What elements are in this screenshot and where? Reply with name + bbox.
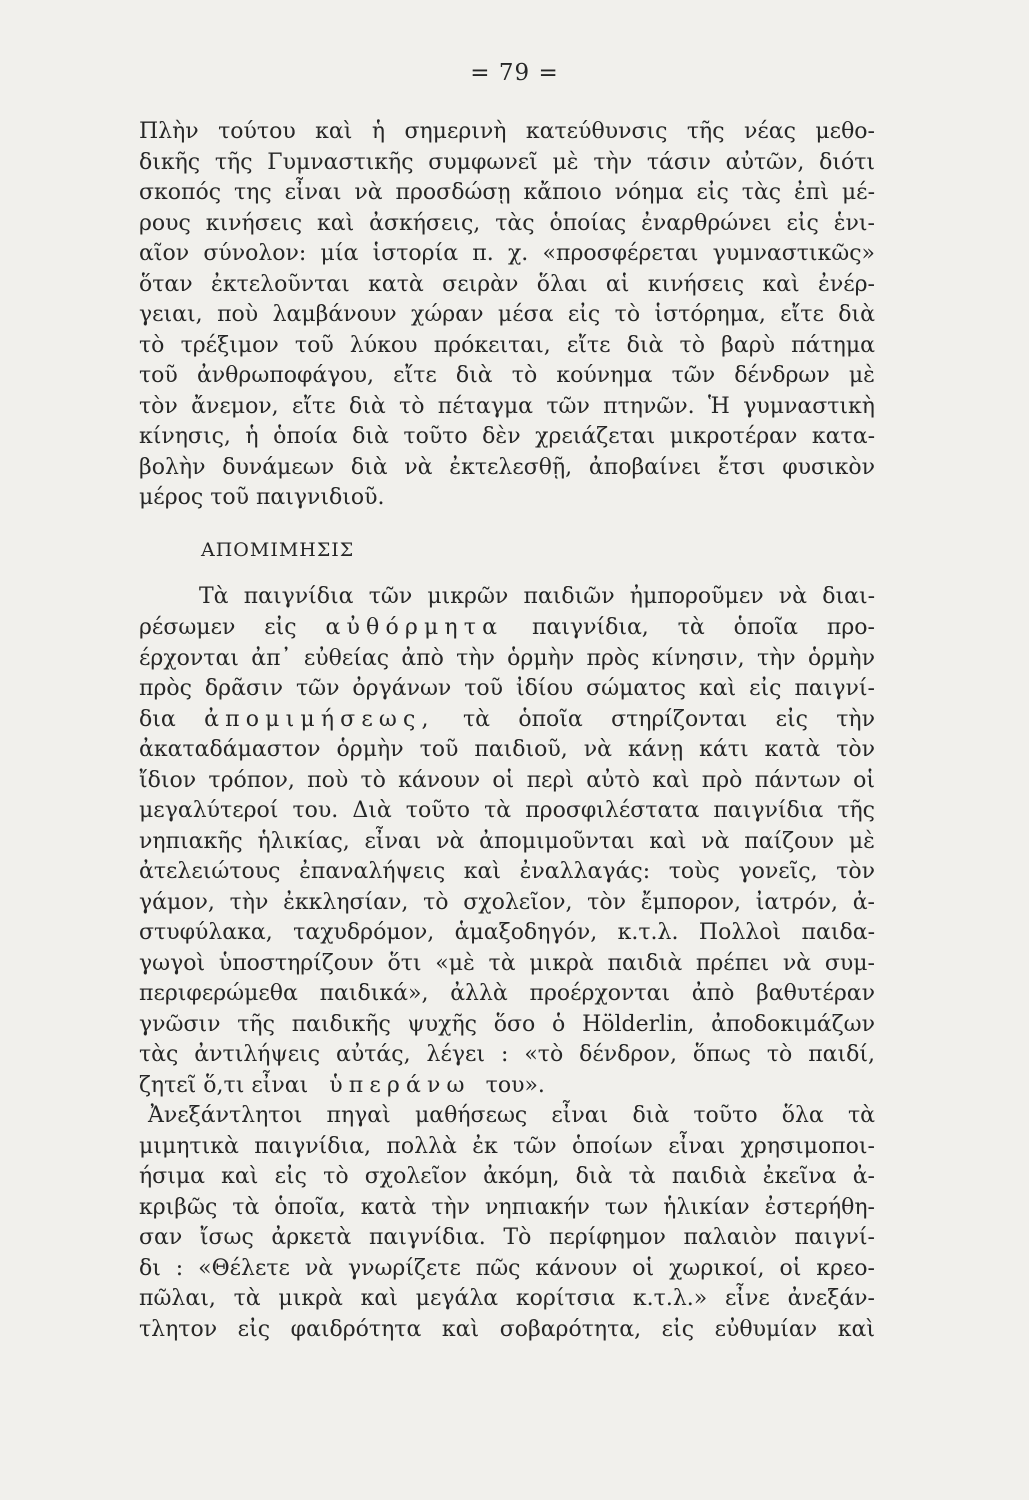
emphasized-word: ὑπεράνω <box>329 1072 471 1098</box>
text-line: βολὴν δυνάμεων διὰ νὰ ἐκτελεσθῇ, ἀποβαίνει ἔτσι φυσικὸν <box>139 454 875 480</box>
text-line: σκοπός της εἶναι νὰ προσδώσῃ κἄποιο νόημα εἰς τὰς ἐπὶ μέ- <box>139 180 875 205</box>
text-line: κίνησις, ἡ ὁποία διὰ τοῦτο δὲν χρειάζεται μικροτέραν κατα- <box>139 424 875 449</box>
text-line: ὅταν ἐκτελοῦνται κατὰ σειρὰν ὅλαι αἱ κινήσεις καὶ ἐνέρ- <box>139 271 875 297</box>
text-line: δι : «Θέλετε νὰ γνωρίζετε πῶς κάνουν οἱ χωρικοί, οἱ κρεο- <box>139 1255 875 1281</box>
text-line: δικῆς τῆς Γυμναστικῆς συμφωνεῖ μὲ τὴν τάσιν αὐτῶν, διότι <box>139 149 875 175</box>
text-line: ἴδιον τρόπον, ποὺ τὸ κάνουν οἱ περὶ αὐτὸ καὶ πρὸ πάντων οἱ <box>139 767 875 793</box>
text-line: τοῦ ἀνθρωποφάγου, εἴτε διὰ τὸ κούνημα τῶν δένδρων μὲ <box>139 363 875 388</box>
text-line <box>139 613 875 643</box>
text-segment: ζητεῖ ὅ,τι εἶναι <box>139 1072 309 1098</box>
section-heading: ΑΠΟΜΙΜΗΣΙΣ <box>201 539 355 561</box>
text-line: κριβῶς τὰ ὁποῖα, κατὰ τὴν νηπιακήν των ἡλικίαν ἐστερήθη- <box>139 1194 875 1220</box>
text-line: πῶλαι, τὰ μικρὰ καὶ μεγάλα κορίτσια κ.τ.λ.» εἶνε ἀνεξάν- <box>139 1286 875 1311</box>
text-line: τὸν ἄνεμον, εἴτε διὰ τὸ πέταγμα τῶν πτηνῶν. Ἡ γυμναστικὴ <box>139 393 875 419</box>
text-line: περιφερώμεθα παιδικά», ἀλλὰ προέρχονται ἀπὸ βαθυτέραν <box>139 981 875 1006</box>
text-line: Ἀνεξάντλητοι πηγαὶ μαθήσεως εἶναι διὰ τοῦτο ὅλα τὰ <box>148 1103 875 1128</box>
text-line: γνῶσιν τῆς παιδικῆς ψυχῆς ὅσο ὁ Hölderlin, ἀποδοκιμάζων <box>139 1011 875 1037</box>
text-line: γάμον, τὴν ἐκκλησίαν, τὸ σχολεῖον, τὸν ἔμπορον, ἰατρόν, ἀ- <box>139 889 875 915</box>
text-segment: δια <box>139 706 176 732</box>
text-line: σαν ἴσως ἀρκετὰ παιγνίδια. Τὸ περίφημον παλαιὸν παιγνί- <box>139 1225 875 1250</box>
text-line: στυφύλακα, ταχυδρόμον, ἁμαξοδηγόν, κ.τ.λ. Πολλοὶ παιδα- <box>139 920 875 945</box>
emphasized-word: ἀπομιμήσεως, <box>204 706 435 732</box>
text-line: πρὸς δρᾶσιν τῶν ὀργάνων τοῦ ἰδίου σώματος καὶ εἰς παιγνί- <box>139 676 875 701</box>
text-line <box>139 1071 875 1101</box>
text-line: τὰς ἀντιλήψεις αὐτάς, λέγει : «τὸ δένδρον, ὅπως τὸ παιδί, <box>139 1042 875 1067</box>
text-line: Τὰ παιγνίδια τῶν μικρῶν παιδιῶν ἠμποροῦμεν νὰ διαι- <box>199 584 875 609</box>
text-line: ρους κινήσεις καὶ ἀσκήσεις, τὰς ὁποίας ἐναρθρώνει εἰς ἑνι- <box>139 210 875 236</box>
text-line: γειαι, ποὺ λαμβάνουν χώραν μέσα εἰς τὸ ἱστόρημα, εἴτε διὰ <box>139 302 875 327</box>
text-segment: παιγνίδια, τὰ ὁποῖα προ- <box>531 615 875 640</box>
text-line: ἀκαταδάμαστον ὁρμὴν τοῦ παιδιοῦ, νὰ κάνῃ κάτι κατὰ τὸν <box>139 737 875 762</box>
text-segment: τὰ ὁποῖα στηρίζονται εἰς τὴν <box>462 706 875 732</box>
text-line: νηπιακῆς ἡλικίας, εἶναι νὰ ἀπομιμοῦνται καὶ νὰ παίζουν μὲ <box>139 828 875 854</box>
text-line: τλητον εἰς φαιδρότητα καὶ σοβαρότητα, εἰς εὐθυμίαν καὶ <box>139 1316 875 1342</box>
text-line: έρχονται ἀπ᾽ εὐθείας ἀπὸ τὴν ὁρμὴν πρὸς κίνησιν, τὴν ὁρμὴν <box>139 645 875 671</box>
text-line: γωγοὶ ὑποστηρίζουν ὅτι «μὲ τὰ μικρὰ παιδιὰ πρέπει νὰ συμ- <box>139 950 875 976</box>
text-line: μέρος τοῦ παιγνιδιοῦ. <box>139 485 385 510</box>
text-line: μιμητικὰ παιγνίδια, πολλὰ ἐκ τῶν ὁποίων εἶναι χρησιμοποι- <box>139 1133 875 1159</box>
text-line <box>139 705 875 735</box>
text-line: αῖον σύνολον: μία ἱστορία π. χ. «προσφέρεται γυμναστικῶς» <box>139 241 875 266</box>
text-line: Πλὴν τούτου καὶ ἡ σημερινὴ κατεύθυνσις τῆς νέας μεθο- <box>139 119 875 144</box>
page-number: = 79 = <box>470 60 559 86</box>
text-line: μεγαλύτεροί του. Διὰ τοῦτο τὰ προσφιλέστατα παιγνίδια τῆς <box>139 798 875 823</box>
text-line: τὸ τρέξιμον τοῦ λύκου πρόκειται, εἴτε διὰ τὸ βαρὺ πάτημα <box>139 332 875 358</box>
text-line: ήσιμα καὶ εἰς τὸ σχολεῖον ἀκόμη, διὰ τὰ παιδιὰ ἐκεῖνα ἀ- <box>139 1164 875 1189</box>
text-segment: του». <box>485 1072 545 1098</box>
emphasized-word: αὐθόρμητα <box>325 615 504 640</box>
text-line: ἀτελειώτους ἐπαναλήψεις καὶ ἐναλλαγάς: τοὺς γονεῖς, τὸν <box>139 859 875 884</box>
text-segment: ρέσωμεν εἰς <box>139 615 297 640</box>
